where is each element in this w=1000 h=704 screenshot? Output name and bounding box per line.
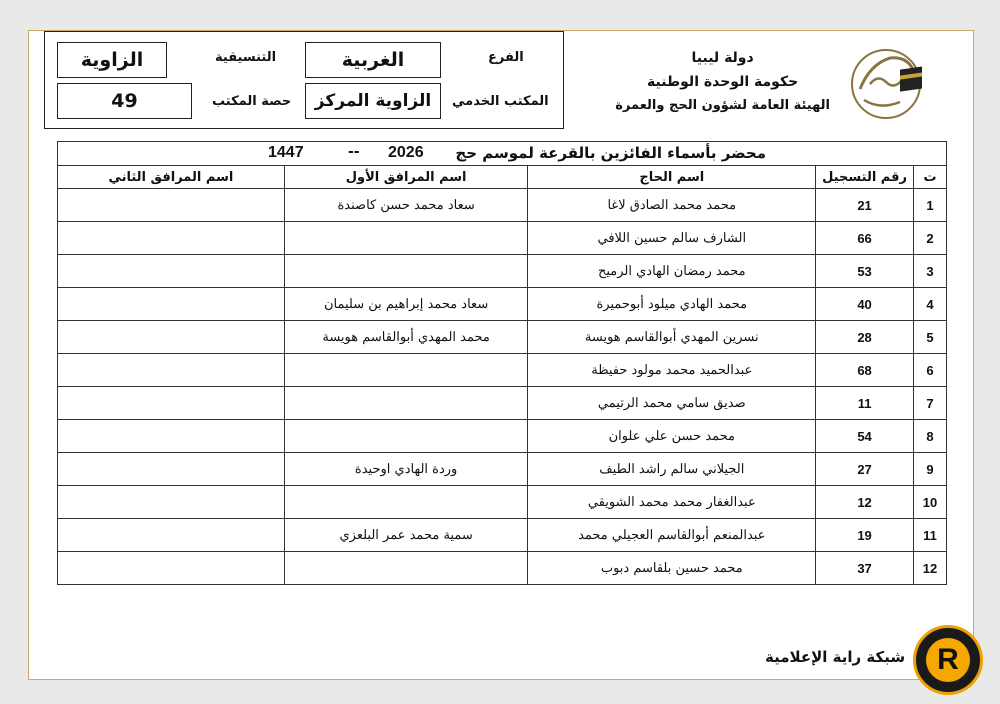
quota-label: حصة المكتب <box>212 94 292 109</box>
companion-1-name: سعاد محمد إبراهيم بن سليمان <box>284 288 528 321</box>
table-row <box>58 552 947 585</box>
reg-number: 53 <box>816 255 914 288</box>
companion-1-name <box>284 486 528 519</box>
row-num: 10 <box>914 486 947 519</box>
companion-2-name <box>58 453 285 486</box>
companion-1-name <box>284 552 528 585</box>
companion-1-name: سمية محمد عمر البلعزي <box>284 519 528 552</box>
reg-number: 27 <box>816 453 914 486</box>
government-header <box>615 46 830 118</box>
office-value: الزاوية المركز <box>305 83 441 119</box>
row-num: 9 <box>914 453 947 486</box>
pilgrim-name: محمد الهادي ميلود أبوحميرة <box>528 288 816 321</box>
pilgrim-name: محمد رمضان الهادي الرميح <box>528 255 816 288</box>
reg-number: 40 <box>816 288 914 321</box>
pilgrim-name: عبدالحميد محمد مولود حفيظة <box>528 354 816 387</box>
gregorian-year: 2026 <box>388 144 424 161</box>
companion-2-name <box>58 519 285 552</box>
row-num: 6 <box>914 354 947 387</box>
table-header-row <box>58 166 947 189</box>
companion-2-name <box>58 222 285 255</box>
row-num: 12 <box>914 552 947 585</box>
hijri-year: 1447 <box>268 144 304 161</box>
authority-name: الهيئة العامة لشؤون الحج والعمرة <box>615 98 830 113</box>
companion-2-name <box>58 420 285 453</box>
table-row <box>58 486 947 519</box>
brand-watermark-text: شبكة راية الإعلامية <box>765 648 906 666</box>
companion-1-name <box>284 387 528 420</box>
brand-letter: R <box>926 638 970 682</box>
table-row <box>58 420 947 453</box>
reg-number: 68 <box>816 354 914 387</box>
reg-number: 21 <box>816 189 914 222</box>
state-name: دولة ليبيا <box>691 50 754 66</box>
companion-2-name <box>58 189 285 222</box>
companion-1-name: وردة الهادي اوحيدة <box>284 453 528 486</box>
row-num: 5 <box>914 321 947 354</box>
reg-number: 12 <box>816 486 914 519</box>
quota-value: 49 <box>57 83 192 119</box>
companion-1-name <box>284 354 528 387</box>
government-name: حكومة الوحدة الوطنية <box>647 74 799 90</box>
row-num: 8 <box>914 420 947 453</box>
table-row <box>58 222 947 255</box>
header-reg: رقم التسجيل <box>816 166 914 189</box>
row-num: 1 <box>914 189 947 222</box>
companion-2-name <box>58 486 285 519</box>
header-pilgrim: اسم الحاج <box>528 166 816 189</box>
branch-value: الغربية <box>305 42 441 78</box>
companion-1-name: سعاد محمد حسن كاصندة <box>284 189 528 222</box>
pilgrim-name: نسرين المهدي أبوالقاسم هويسة <box>528 321 816 354</box>
brand-logo-icon <box>913 625 983 695</box>
table-row <box>58 189 947 222</box>
winners-table <box>57 165 947 585</box>
header-companion-2: اسم المرافق الثاني <box>58 166 285 189</box>
reg-number: 28 <box>816 321 914 354</box>
table-row <box>58 255 947 288</box>
reg-number: 11 <box>816 387 914 420</box>
document-title-bar <box>57 141 947 166</box>
pilgrim-name: عبدالغفار محمد محمد الشويقي <box>528 486 816 519</box>
pilgrim-name: عبدالمنعم أبوالقاسم العجيلي محمد <box>528 519 816 552</box>
coordination-value: الزاوية <box>57 42 167 78</box>
header-companion-1: اسم المرافق الأول <box>284 166 528 189</box>
reg-number: 66 <box>816 222 914 255</box>
companion-2-name <box>58 321 285 354</box>
companion-1-name <box>284 255 528 288</box>
table-row <box>58 321 947 354</box>
companion-1-name: محمد المهدي أبوالقاسم هويسة <box>284 321 528 354</box>
table-row <box>58 288 947 321</box>
table-row <box>58 453 947 486</box>
pilgrim-name: صديق سامي محمد الرتيمي <box>528 387 816 420</box>
companion-2-name <box>58 354 285 387</box>
pilgrim-name: الشارف سالم حسين اللافي <box>528 222 816 255</box>
companion-2-name <box>58 288 285 321</box>
companion-1-name <box>284 420 528 453</box>
row-num: 3 <box>914 255 947 288</box>
table-row <box>58 519 947 552</box>
pilgrim-name: محمد محمد الصادق لاغا <box>528 189 816 222</box>
pilgrim-name: الجيلاني سالم راشد الطيف <box>528 453 816 486</box>
branch-label: الفرع <box>488 50 524 65</box>
pilgrim-name: محمد حسين بلقاسم دبوب <box>528 552 816 585</box>
table-row <box>58 387 947 420</box>
row-num: 11 <box>914 519 947 552</box>
companion-2-name <box>58 255 285 288</box>
row-num: 2 <box>914 222 947 255</box>
row-num: 4 <box>914 288 947 321</box>
table-row <box>58 354 947 387</box>
coordination-label: التنسيقية <box>215 50 277 65</box>
office-label: المكتب الخدمي <box>452 94 549 109</box>
companion-2-name <box>58 387 285 420</box>
companion-2-name <box>58 552 285 585</box>
pilgrim-name: محمد حسن علي علوان <box>528 420 816 453</box>
reg-number: 19 <box>816 519 914 552</box>
year-separator: -- <box>348 144 360 160</box>
document-title: محضر بأسماء الفائزين بالقرعة لموسم حج <box>455 144 766 162</box>
companion-1-name <box>284 222 528 255</box>
row-num: 7 <box>914 387 947 420</box>
reg-number: 37 <box>816 552 914 585</box>
hajj-authority-logo <box>840 44 932 122</box>
reg-number: 54 <box>816 420 914 453</box>
header-num: ت <box>914 166 947 189</box>
